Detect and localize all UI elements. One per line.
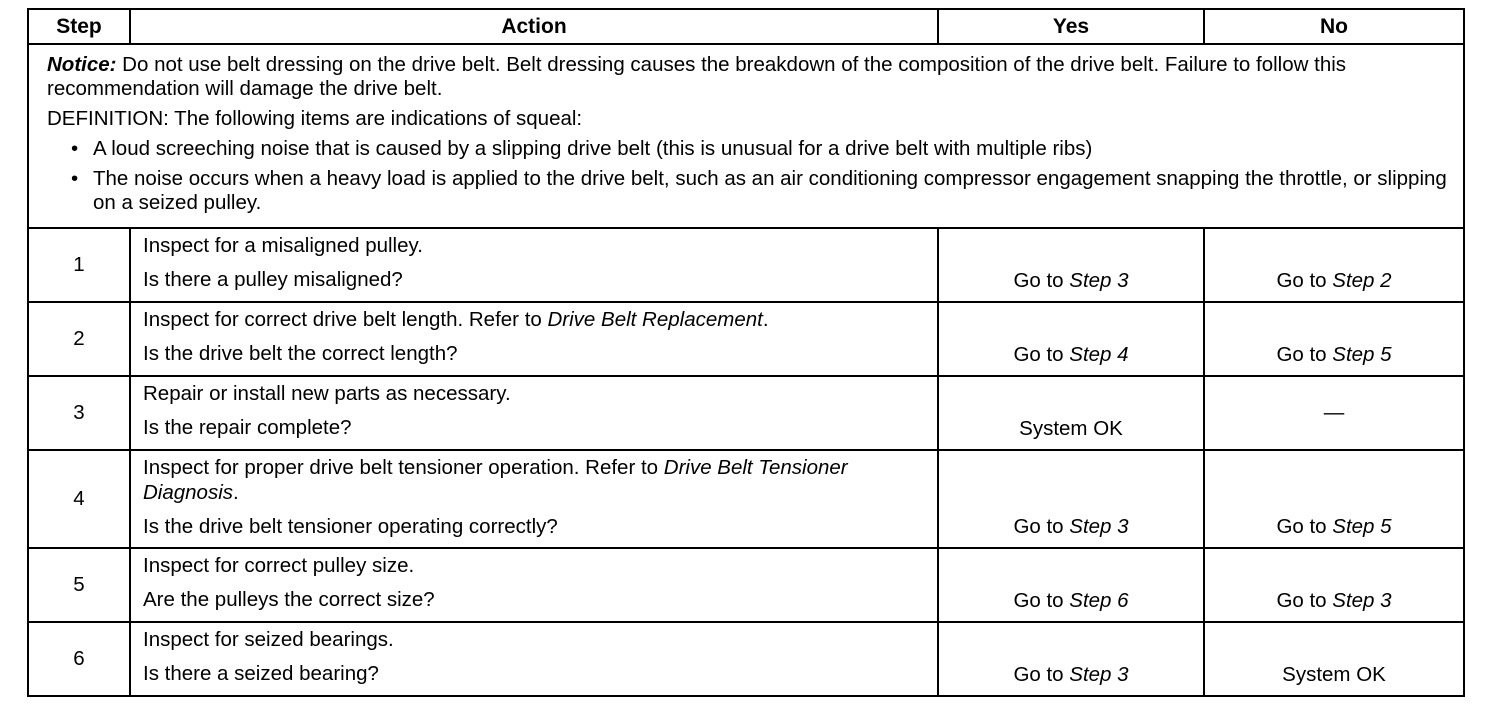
- action-cell: [130, 376, 938, 450]
- yes-result: Go to Step 4: [938, 302, 1204, 376]
- yes-result: Go to Step 3: [938, 450, 1204, 548]
- table-row: [28, 622, 1464, 696]
- action-question: Is there a seized bearing?: [143, 662, 379, 685]
- action-instruction: Inspect for correct pulley size.: [143, 554, 415, 577]
- yes-result: Go to Step 6: [938, 548, 1204, 622]
- step-number: 4: [28, 450, 130, 548]
- action-question: Is the drive belt the correct length?: [143, 342, 458, 365]
- bullet-icon: •: [71, 137, 79, 160]
- action-question: Is the drive belt tensioner operating correctly?: [143, 515, 558, 538]
- list-item: • The noise occurs when a heavy load is applied to the drive belt, such as an air conditioning compressor engagement snapping the throttle, or slipping on a seized pulley.: [71, 167, 1447, 214]
- header-row: [28, 9, 1464, 44]
- list-item: • A loud screeching noise that is caused by a slipping drive belt (this is unusual for a drive belt with multiple ribs): [71, 137, 1093, 160]
- diagnostic-table: [27, 8, 1465, 697]
- notice-paragraph: [47, 53, 1449, 101]
- action-cell: [130, 450, 938, 548]
- action-instruction: Inspect for seized bearings.: [143, 628, 394, 651]
- step-number: 1: [28, 228, 130, 302]
- notice-cell: [28, 44, 1464, 228]
- table-row: [28, 548, 1464, 622]
- header-no: No: [1204, 9, 1464, 44]
- step-number: 2: [28, 302, 130, 376]
- table-row: [28, 302, 1464, 376]
- yes-result: Go to Step 3: [938, 622, 1204, 696]
- action-instruction: Inspect for proper drive belt tensioner operation. Refer to Drive Belt Tensioner Diagnosis.: [143, 456, 848, 504]
- table-row: [28, 450, 1464, 548]
- no-result: Go to Step 3: [1204, 548, 1464, 622]
- action-instruction: Inspect for correct drive belt length. Refer to Drive Belt Replacement.: [143, 308, 769, 331]
- action-cell: [130, 302, 938, 376]
- no-result: Go to Step 2: [1204, 228, 1464, 302]
- table-row: [28, 228, 1464, 302]
- bullet-icon: •: [71, 167, 79, 190]
- notice-row: [28, 44, 1464, 228]
- no-result: —: [1204, 376, 1464, 450]
- action-question: Is there a pulley misaligned?: [143, 268, 403, 291]
- action-cell: [130, 548, 938, 622]
- step-number: 6: [28, 622, 130, 696]
- definition-text: DEFINITION: The following items are indications of squeal:: [47, 107, 583, 130]
- yes-result: System OK: [938, 376, 1204, 450]
- header-action: Action: [130, 9, 938, 44]
- yes-result: Go to Step 3: [938, 228, 1204, 302]
- squeal-indications-list: [47, 137, 1449, 215]
- header-step: Step: [28, 9, 130, 44]
- header-yes: Yes: [938, 9, 1204, 44]
- no-result: Go to Step 5: [1204, 450, 1464, 548]
- action-cell: [130, 622, 938, 696]
- table-row: [28, 376, 1464, 450]
- notice-text: Do not use belt dressing on the drive belt. Belt dressing causes the breakdown of the composition of the drive belt. Failure to follow this recommendation will damage the drive belt.: [47, 53, 1347, 100]
- no-result: System OK: [1204, 622, 1464, 696]
- no-result: Go to Step 5: [1204, 302, 1464, 376]
- action-instruction: Repair or install new parts as necessary.: [143, 382, 511, 405]
- action-instruction: Inspect for a misaligned pulley.: [143, 234, 423, 257]
- action-question: Is the repair complete?: [143, 416, 352, 439]
- action-question: Are the pulleys the correct size?: [143, 588, 435, 611]
- step-number: 3: [28, 376, 130, 450]
- step-number: 5: [28, 548, 130, 622]
- notice-label: Notice:: [47, 53, 117, 76]
- action-cell: [130, 228, 938, 302]
